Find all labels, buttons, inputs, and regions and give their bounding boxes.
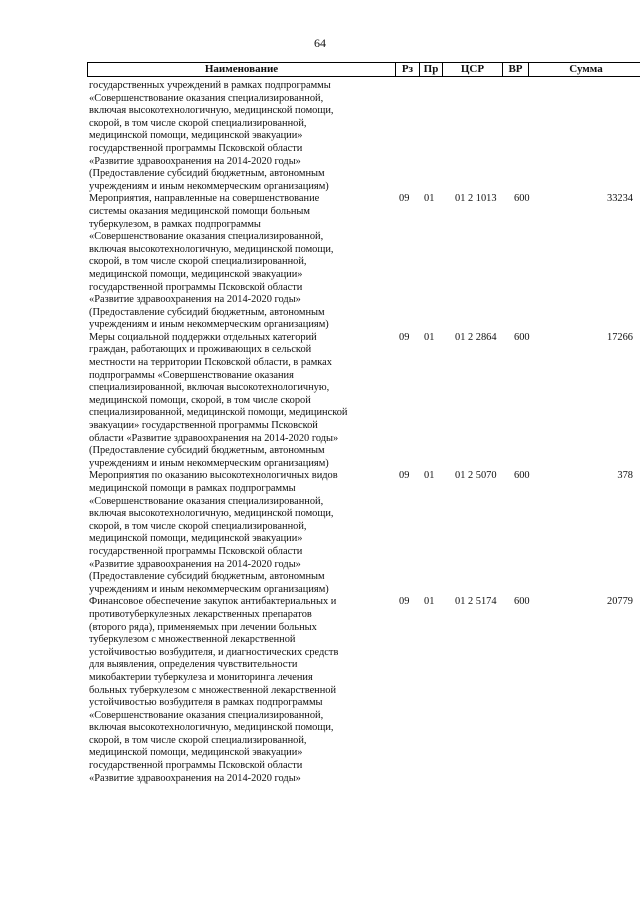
row-pr: 01 xyxy=(424,193,435,205)
header-vr: ВР xyxy=(502,63,528,76)
header-pr: Пр xyxy=(419,63,442,76)
table-header xyxy=(87,62,640,77)
row-vr: 600 xyxy=(514,331,530,343)
row-name: Финансовое обеспечение закупок антибактериальных и противотуберкулезных лекарственных препаратов (второго ряда), применяемых при лечении больных туберкулезом с множественной лекарственной устойчивостью возбудителя, и диагностических средств для выявления, определения чувствительности микобактерии туберкулеза и мониторинга лечения больных туберкулезом с множественной лекарственной устойчивостью возбудителя в рамках подпрограммы «Совершенствование оказания специализированной, включая высокотехнологичную, медицинской помощи, скорой, в том числе скорой специализированной, медицинской помощи, медицинской эвакуации» государственной программы Псковской области «Развитие здравоохранения на 2014-2020 годы» xyxy=(89,596,339,784)
row-pr: 01 xyxy=(424,596,435,608)
header-name: Наименование xyxy=(204,63,279,75)
row-vr: 600 xyxy=(514,596,530,608)
table-row xyxy=(89,193,639,332)
header-csr: ЦСР xyxy=(442,63,502,76)
row-vr: 600 xyxy=(514,193,530,205)
row-rz: 09 xyxy=(399,193,410,205)
row-sum: 33234 xyxy=(607,193,633,205)
header-rz: Рз xyxy=(395,63,419,76)
table-row xyxy=(89,332,639,471)
row-sum: 20779 xyxy=(607,596,633,608)
header-sum: Сумма xyxy=(528,63,640,76)
row-csr: 01 2 1013 xyxy=(455,193,497,205)
row-rz: 09 xyxy=(399,470,410,482)
row-csr: 01 2 2864 xyxy=(455,331,497,343)
page-number: 64 xyxy=(314,36,326,50)
row-sum: 17266 xyxy=(607,331,633,343)
row-pr: 01 xyxy=(424,331,435,343)
table-body xyxy=(89,80,639,785)
table-row xyxy=(89,596,639,785)
row-csr: 01 2 5070 xyxy=(455,470,497,482)
table-row xyxy=(89,470,639,596)
row-vr: 600 xyxy=(514,470,530,482)
row-name: Меры социальной поддержки отдельных категорий граждан, работающих и проживающих в сельской местности на территории Псковской области, в рамках подпрограммы «Совершенствование оказания специализированной, включая высокотехнологичную, медицинской помощи, скорой, в том числе скорой специализированной, медицинской помощи, медицинской эвакуации» государственной программы Псковской области «Развитие здравоохранения на 2014-2020 годы» (Предоставление субсидий бюджетным, автономным учреждениям и иным некоммерческим организациям) xyxy=(89,331,348,469)
row-name: Мероприятия, направленные на совершенствование системы оказания медицинской помощи больным туберкулезом, в рамках подпрограммы «Совершенствование оказания специализированной, включая высокотехнологичную, медицинской помощи, скорой, в том числе скорой специализированной, медицинской помощи, медицинской эвакуации» государственной программы Псковской области «Развитие здравоохранения на 2014-2020 годы» (Предоставление субсидий бюджетным, автономным учреждениям и иным некоммерческим организациям) xyxy=(89,193,334,331)
row-name: Мероприятия по оказанию высокотехнологичных видов медицинской помощи в рамках подпрограммы «Совершенствование оказания специализированной, включая высокотехнологичную, медицинской помощи, скорой, в том числе скорой специализированной, медицинской помощи, медицинской эвакуации» государственной программы Псковской области «Развитие здравоохранения на 2014-2020 годы» (Предоставление субсидий бюджетным, автономным учреждениям и иным некоммерческим организациям) xyxy=(89,470,338,595)
row-csr: 01 2 5174 xyxy=(455,596,497,608)
row-rz: 09 xyxy=(399,331,410,343)
row-name: государственных учреждений в рамках подпрограммы «Совершенствование оказания специализированной, включая высокотехнологичную, медицинской помощи, скорой, в том числе скорой специализированной, медицинской помощи, медицинской эвакуации» государственной программы Псковской области «Развитие здравоохранения на 2014-2020 годы» (Предоставление субсидий бюджетным, автономным учреждениям и иным некоммерческим организациям) xyxy=(89,80,334,192)
table-row xyxy=(89,80,639,193)
row-pr: 01 xyxy=(424,470,435,482)
row-sum: 378 xyxy=(617,470,633,482)
row-rz: 09 xyxy=(399,596,410,608)
